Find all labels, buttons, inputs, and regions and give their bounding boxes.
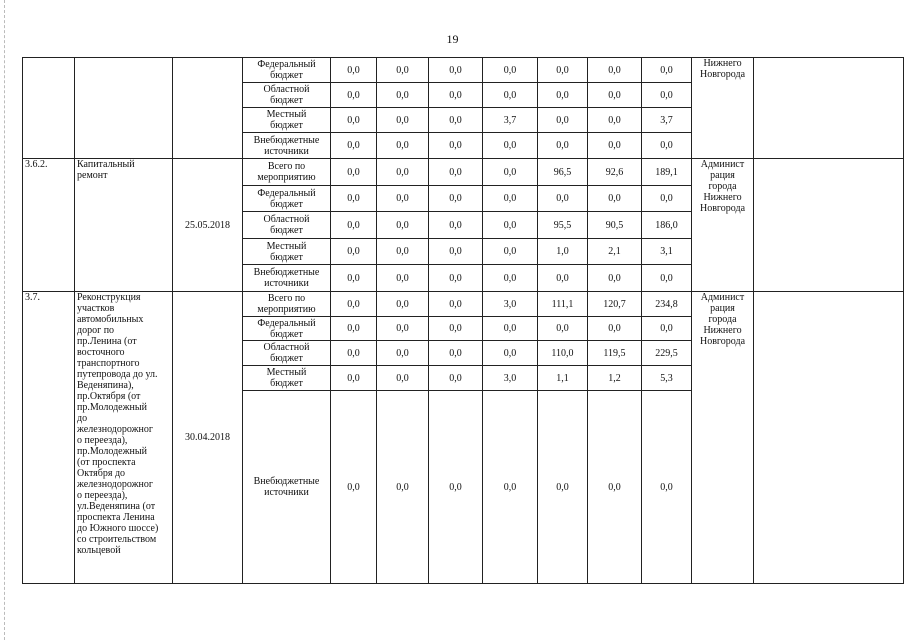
table-row (23, 58, 904, 83)
value-cell: 0,0 (429, 58, 483, 83)
notes-cell (754, 58, 904, 159)
value-cell: 0,0 (483, 341, 538, 366)
value-cell: 0,0 (538, 133, 588, 159)
value-cell: 0,0 (483, 133, 538, 159)
value-cell: 0,0 (429, 83, 483, 108)
value-cell: 0,0 (483, 83, 538, 108)
value-cell: 0,0 (588, 133, 642, 159)
notes-cell (754, 159, 904, 292)
value-cell: 120,7 (588, 292, 642, 317)
value-cell: 0,0 (538, 108, 588, 133)
value-cell: 0,0 (331, 239, 377, 265)
value-cell: 0,0 (429, 133, 483, 159)
item-number-cell: 3.7. (23, 292, 75, 584)
notes-cell (754, 292, 904, 584)
value-cell: 186,0 (642, 212, 692, 239)
table-row (23, 292, 904, 317)
executor-cell: Админист рация города Нижнего Новгорода (692, 292, 754, 584)
value-cell: 0,0 (377, 186, 429, 212)
value-cell: 0,0 (429, 186, 483, 212)
value-cell: 0,0 (483, 212, 538, 239)
value-cell: 0,0 (642, 58, 692, 83)
value-cell: 0,0 (538, 391, 588, 584)
value-cell: 229,5 (642, 341, 692, 366)
date-cell: 25.05.2018 (173, 159, 243, 292)
value-cell: 95,5 (538, 212, 588, 239)
item-description-cell: Реконструкция участков автомобильных дорог по пр.Ленина (от восточного транспортного путепровода до ул. Веденяпина), пр.Октября (от пр.Молодежный до железнодорожног о переезда), пр.Молодежный (от проспекта Октября до железнодорожног о переезда), ул.Веденяпина (от проспекта Ленина до Южного шоссе) со строительством кольцевой (75, 292, 173, 584)
value-cell: 0,0 (642, 83, 692, 108)
value-cell: 92,6 (588, 159, 642, 186)
item-description-cell: Капитальный ремонт (75, 159, 173, 292)
value-cell: 0,0 (483, 317, 538, 341)
value-cell: 0,0 (331, 83, 377, 108)
value-cell: 0,0 (377, 133, 429, 159)
value-cell: 0,0 (331, 133, 377, 159)
value-cell: 0,0 (331, 341, 377, 366)
value-cell: 0,0 (331, 212, 377, 239)
value-cell: 0,0 (429, 366, 483, 391)
funding-source-cell: Всего по мероприятию (243, 292, 331, 317)
value-cell: 0,0 (429, 108, 483, 133)
value-cell: 0,0 (429, 265, 483, 292)
value-cell: 0,0 (588, 265, 642, 292)
value-cell: 0,0 (483, 159, 538, 186)
value-cell: 0,0 (588, 186, 642, 212)
funding-source-cell: Местный бюджет (243, 108, 331, 133)
funding-source-cell: Местный бюджет (243, 366, 331, 391)
page-number: 19 (446, 32, 459, 46)
item-number-cell (23, 58, 75, 159)
funding-source-cell: Внебюджетные источники (243, 391, 331, 584)
value-cell: 0,0 (331, 391, 377, 584)
value-cell: 3,0 (483, 292, 538, 317)
value-cell: 0,0 (377, 366, 429, 391)
value-cell: 3,7 (483, 108, 538, 133)
funding-source-cell: Местный бюджет (243, 239, 331, 265)
value-cell: 0,0 (642, 391, 692, 584)
value-cell: 0,0 (538, 83, 588, 108)
value-cell: 111,1 (538, 292, 588, 317)
funding-source-cell: Федеральный бюджет (243, 58, 331, 83)
value-cell: 2,1 (588, 239, 642, 265)
value-cell: 0,0 (642, 317, 692, 341)
value-cell: 110,0 (538, 341, 588, 366)
value-cell: 0,0 (377, 58, 429, 83)
value-cell: 0,0 (377, 239, 429, 265)
value-cell: 0,0 (429, 341, 483, 366)
value-cell: 0,0 (642, 265, 692, 292)
value-cell: 0,0 (377, 317, 429, 341)
value-cell: 0,0 (538, 265, 588, 292)
value-cell: 0,0 (538, 58, 588, 83)
funding-source-cell: Областной бюджет (243, 212, 331, 239)
value-cell: 0,0 (377, 391, 429, 584)
value-cell: 0,0 (429, 239, 483, 265)
value-cell: 3,1 (642, 239, 692, 265)
funding-source-cell: Областной бюджет (243, 83, 331, 108)
value-cell: 234,8 (642, 292, 692, 317)
value-cell: 0,0 (483, 58, 538, 83)
value-cell: 0,0 (331, 292, 377, 317)
value-cell: 90,5 (588, 212, 642, 239)
value-cell: 0,0 (331, 108, 377, 133)
value-cell: 0,0 (429, 317, 483, 341)
value-cell: 0,0 (588, 391, 642, 584)
value-cell: 0,0 (483, 186, 538, 212)
budget-table (22, 57, 904, 584)
value-cell: 0,0 (483, 391, 538, 584)
value-cell: 3,7 (642, 108, 692, 133)
value-cell: 0,0 (331, 366, 377, 391)
funding-source-cell: Федеральный бюджет (243, 186, 331, 212)
funding-source-cell: Федеральный бюджет (243, 317, 331, 341)
executor-cell: Нижнего Новгорода (692, 58, 754, 159)
value-cell: 0,0 (588, 58, 642, 83)
value-cell: 0,0 (377, 292, 429, 317)
item-description-cell (75, 58, 173, 159)
value-cell: 0,0 (429, 292, 483, 317)
item-number-cell: 3.6.2. (23, 159, 75, 292)
funding-source-cell: Внебюджетные источники (243, 265, 331, 292)
value-cell: 0,0 (642, 133, 692, 159)
value-cell: 0,0 (331, 159, 377, 186)
date-cell: 30.04.2018 (173, 292, 243, 584)
value-cell: 1,1 (538, 366, 588, 391)
scan-margin-line (4, 0, 5, 640)
value-cell: 1,2 (588, 366, 642, 391)
value-cell: 0,0 (331, 317, 377, 341)
value-cell: 0,0 (538, 317, 588, 341)
value-cell: 0,0 (377, 265, 429, 292)
table-row (23, 159, 904, 186)
value-cell: 119,5 (588, 341, 642, 366)
value-cell: 0,0 (538, 186, 588, 212)
funding-source-cell: Внебюджетные источники (243, 133, 331, 159)
value-cell: 0,0 (377, 212, 429, 239)
value-cell: 5,3 (642, 366, 692, 391)
value-cell: 0,0 (377, 341, 429, 366)
value-cell: 0,0 (377, 108, 429, 133)
value-cell: 0,0 (588, 108, 642, 133)
value-cell: 0,0 (483, 265, 538, 292)
value-cell: 96,5 (538, 159, 588, 186)
value-cell: 0,0 (588, 83, 642, 108)
value-cell: 1,0 (538, 239, 588, 265)
value-cell: 189,1 (642, 159, 692, 186)
value-cell: 0,0 (642, 186, 692, 212)
value-cell: 0,0 (429, 159, 483, 186)
value-cell: 0,0 (588, 317, 642, 341)
executor-cell: Админист рация города Нижнего Новгорода (692, 159, 754, 292)
value-cell: 0,0 (483, 239, 538, 265)
value-cell: 0,0 (429, 212, 483, 239)
value-cell: 0,0 (331, 186, 377, 212)
value-cell: 0,0 (331, 265, 377, 292)
value-cell: 0,0 (331, 58, 377, 83)
value-cell: 0,0 (377, 159, 429, 186)
value-cell: 3,0 (483, 366, 538, 391)
funding-source-cell: Областной бюджет (243, 341, 331, 366)
value-cell: 0,0 (429, 391, 483, 584)
date-cell (173, 58, 243, 159)
value-cell: 0,0 (377, 83, 429, 108)
funding-source-cell: Всего по мероприятию (243, 159, 331, 186)
